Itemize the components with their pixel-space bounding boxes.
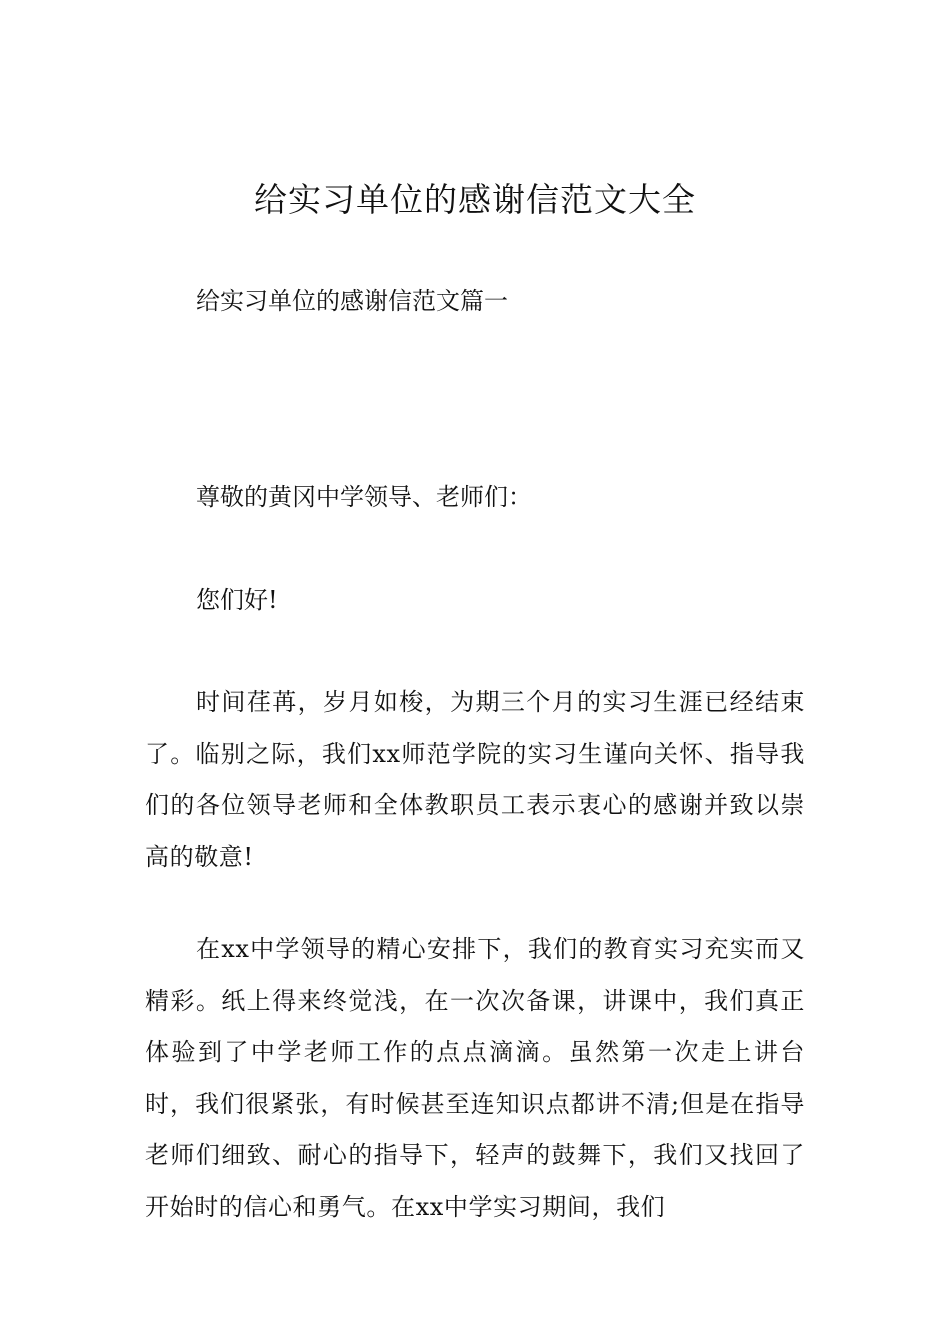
document-title: 给实习单位的感谢信范文大全 <box>254 180 696 219</box>
body-paragraph-1: 时间荏苒，岁月如梭，为期三个月的实习生涯已经结束了。临别之际，我们xx师范学院的实习生谨向关怀、指导我们的各位领导老师和全体教职员工表示衷心的感谢并致以崇高的敬意! <box>145 688 805 871</box>
section-heading: 给实习单位的感谢信范文篇一 <box>196 287 508 315</box>
salutation: 尊敬的黄冈中学领导、老师们： <box>196 483 532 511</box>
body-paragraph-2: 在xx中学领导的精心安排下，我们的教育实习充实而又精彩。纸上得来终觉浅，在一次次备课，讲课中，我们真正体验到了中学老师工作的点点滴滴。虽然第一次走上讲台时，我们很紧张，有时候甚至连知识点都讲不清;但是在指导老师们细致、耐心的指导下，轻声的鼓舞下，我们又找回了开始时的信心和勇气。在xx中学实习期间，我们 <box>145 935 805 1221</box>
greeting: 您们好! <box>196 586 278 614</box>
